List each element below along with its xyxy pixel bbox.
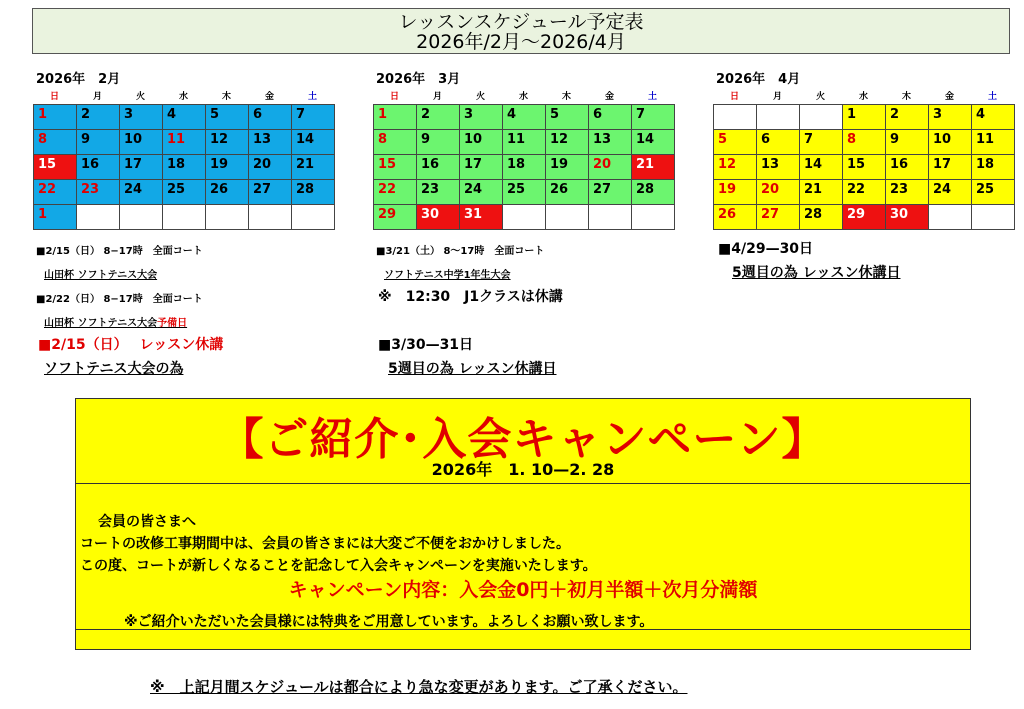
- calendar-title: 2026年 4月: [716, 72, 801, 87]
- calendar-february: [33, 70, 335, 230]
- weekday-label: 木: [561, 92, 571, 102]
- calendar-day: 24: [929, 180, 972, 205]
- calendar-day: [714, 105, 757, 130]
- calendar-day: 15: [374, 155, 417, 180]
- calendar-day: 28: [800, 205, 843, 230]
- calendar-week: [374, 130, 675, 155]
- calendar-day: 22: [374, 180, 417, 205]
- weekday-label: 火: [475, 92, 485, 102]
- calendar-day: 2: [77, 105, 120, 130]
- calendar-day: [800, 105, 843, 130]
- weekday-label: 月: [772, 92, 782, 102]
- apr-note-2: 5週目の為 レッスン休講日: [732, 265, 901, 281]
- calendar-day: 27: [589, 180, 632, 205]
- calendar-day: 23: [886, 180, 929, 205]
- calendar-day: 12: [206, 130, 249, 155]
- calendar-day: 11: [972, 130, 1015, 155]
- campaign-greeting: 会員の皆さまへ: [98, 514, 196, 530]
- calendar-day: 3: [460, 105, 503, 130]
- weekday-label: 日: [49, 92, 59, 102]
- calendar-day: 17: [929, 155, 972, 180]
- calendar-day: [929, 205, 972, 230]
- weekday-header: [33, 90, 335, 104]
- calendar-day: 21: [292, 155, 335, 180]
- campaign-divider-bottom: [76, 629, 970, 630]
- weekday-label: 金: [944, 92, 954, 102]
- weekday-label: 水: [178, 92, 188, 102]
- calendar-day: 2: [886, 105, 929, 130]
- calendar-day: 11: [163, 130, 206, 155]
- calendar-day: 7: [292, 105, 335, 130]
- calendar-day: 20: [589, 155, 632, 180]
- calendar-day: 24: [460, 180, 503, 205]
- calendar-day: 14: [292, 130, 335, 155]
- calendar-day: 8: [34, 130, 77, 155]
- calendar-day: 14: [800, 155, 843, 180]
- calendar-day: 3: [120, 105, 163, 130]
- calendar-week: [714, 205, 1015, 230]
- calendar-day: 20: [249, 155, 292, 180]
- calendar-day: 8: [374, 130, 417, 155]
- weekday-label: 土: [647, 92, 657, 102]
- calendar-day: 5: [546, 105, 589, 130]
- calendar-day: 19: [546, 155, 589, 180]
- weekday-label: 土: [307, 92, 317, 102]
- calendar-day: [120, 205, 163, 230]
- weekday-label: 月: [92, 92, 102, 102]
- calendar-day: 28: [632, 180, 675, 205]
- campaign-body-2: この度、コートが新しくなることを記念して入会キャンペーンを実施いたします。: [80, 558, 597, 574]
- calendar-day: 2: [417, 105, 460, 130]
- calendar-day: 16: [77, 155, 120, 180]
- campaign-divider-top: [76, 483, 970, 484]
- calendar-day: [206, 205, 249, 230]
- calendar-day: 8: [843, 130, 886, 155]
- calendar-day: 9: [886, 130, 929, 155]
- weekday-label: 土: [987, 92, 997, 102]
- calendar-day: 25: [503, 180, 546, 205]
- calendar-day: 29: [843, 205, 886, 230]
- calendar-day: 7: [800, 130, 843, 155]
- calendar-day: 18: [972, 155, 1015, 180]
- feb-note-4: [44, 314, 187, 329]
- mar-note-4: ■3/30—31日: [378, 337, 474, 353]
- calendar-day: 13: [589, 130, 632, 155]
- calendar-week: [374, 205, 675, 230]
- calendar-day: 13: [249, 130, 292, 155]
- calendar-title: 2026年 3月: [376, 72, 461, 87]
- calendar-day: 26: [206, 180, 249, 205]
- calendar-day: 10: [460, 130, 503, 155]
- calendar-day: [589, 205, 632, 230]
- calendar-day: 7: [632, 105, 675, 130]
- calendar-day: 20: [757, 180, 800, 205]
- weekday-label: 金: [604, 92, 614, 102]
- calendar-week: [714, 180, 1015, 205]
- calendar-day: [546, 205, 589, 230]
- calendar-day: 3: [929, 105, 972, 130]
- weekday-label: 火: [135, 92, 145, 102]
- calendar-day: 6: [249, 105, 292, 130]
- calendar-day: 22: [843, 180, 886, 205]
- calendar-day: 29: [374, 205, 417, 230]
- calendar-day: 4: [163, 105, 206, 130]
- weekday-label: 木: [901, 92, 911, 102]
- calendar-day: 12: [546, 130, 589, 155]
- calendar-day: 31: [460, 205, 503, 230]
- feb-note-3-text: ■2/22（日） 8−17時 全面コート: [36, 294, 203, 305]
- calendar-day: [292, 205, 335, 230]
- calendar-day: 21: [800, 180, 843, 205]
- calendar-day: 18: [503, 155, 546, 180]
- campaign-body-1: コートの改修工事期間中は、会員の皆さまには大変ご不便をおかけしました。: [80, 536, 570, 552]
- weekday-label: 火: [815, 92, 825, 102]
- feb-note-4-text: 山田杯 ソフトテニス大会: [44, 318, 158, 329]
- mar-note-5: 5週目の為 レッスン休講日: [388, 361, 557, 377]
- calendar-day: 4: [972, 105, 1015, 130]
- calendar-day: 23: [417, 180, 460, 205]
- calendar-day: 6: [589, 105, 632, 130]
- feb-note-2: 山田杯 ソフトテニス大会: [44, 270, 158, 281]
- calendar-day: 25: [972, 180, 1015, 205]
- calendar-grid: [713, 104, 1015, 230]
- calendar-day: 9: [417, 130, 460, 155]
- campaign-title: 【ご紹介･入会キャンペーン】: [219, 414, 827, 465]
- calendar-day: 27: [757, 205, 800, 230]
- calendar-week: [34, 155, 335, 180]
- calendar-week: [714, 105, 1015, 130]
- footer-disclaimer: ※ 上記月間スケジュールは都合により急な変更があります。ご了承ください。: [150, 678, 688, 696]
- calendar-day: [632, 205, 675, 230]
- calendar-day: 6: [757, 130, 800, 155]
- calendar-day: 10: [120, 130, 163, 155]
- weekday-label: 水: [518, 92, 528, 102]
- calendar-day: [249, 205, 292, 230]
- calendar-day: 17: [460, 155, 503, 180]
- calendar-day: 17: [120, 155, 163, 180]
- calendar-grid: [373, 104, 675, 230]
- calendar-week: [374, 155, 675, 180]
- calendar-day: 19: [206, 155, 249, 180]
- feb-note-6: ソフトテニス大会の為: [44, 361, 184, 377]
- schedule-header: [32, 8, 1010, 54]
- calendar-day: 9: [77, 130, 120, 155]
- mar-note-3: ※ 12:30 J1クラスは休講: [378, 289, 563, 305]
- calendar-day: 25: [163, 180, 206, 205]
- mar-note-2: ソフトテニス中学1年生大会: [384, 270, 511, 281]
- calendar-day: 26: [546, 180, 589, 205]
- calendar-day: [757, 105, 800, 130]
- calendar-day: 14: [632, 130, 675, 155]
- calendar-day: 30: [886, 205, 929, 230]
- schedule-title: レッスンスケジュール予定表: [398, 11, 644, 33]
- calendar-day: [503, 205, 546, 230]
- calendar-day: 1: [374, 105, 417, 130]
- weekday-label: 月: [432, 92, 442, 102]
- calendar-day: [163, 205, 206, 230]
- calendar-day: 15: [843, 155, 886, 180]
- feb-note-3: [36, 290, 203, 305]
- campaign-referral: ※ご紹介いただいた会員様には特典をご用意しています。よろしくお願い致します。: [124, 614, 654, 630]
- apr-note-1: ■4/29—30日: [718, 241, 814, 257]
- calendar-grid: [33, 104, 335, 230]
- weekday-header: [373, 90, 675, 104]
- calendar-week: [714, 130, 1015, 155]
- calendar-day: 22: [34, 180, 77, 205]
- calendar-day: 5: [206, 105, 249, 130]
- calendar-day: 28: [292, 180, 335, 205]
- calendar-day: 30: [417, 205, 460, 230]
- calendar-day: 24: [120, 180, 163, 205]
- calendar-day: 16: [886, 155, 929, 180]
- calendar-day: 10: [929, 130, 972, 155]
- feb-note-1: ■2/15（日） 8−17時 全面コート: [36, 246, 203, 257]
- calendar-day: 5: [714, 130, 757, 155]
- weekday-label: 木: [221, 92, 231, 102]
- weekday-header: [713, 90, 1015, 104]
- calendar-day: 4: [503, 105, 546, 130]
- calendar-day: 26: [714, 205, 757, 230]
- feb-note-4-reserve: 予備日: [157, 318, 188, 329]
- calendar-day: 18: [163, 155, 206, 180]
- calendar-title: 2026年 2月: [36, 72, 121, 87]
- campaign-period: 2026年 1. 10—2. 28: [431, 460, 615, 479]
- weekday-label: 日: [389, 92, 399, 102]
- calendar-week: [34, 130, 335, 155]
- calendar-march: [373, 70, 675, 230]
- calendar-day: 16: [417, 155, 460, 180]
- calendar-day: 19: [714, 180, 757, 205]
- calendar-day: 1: [34, 105, 77, 130]
- calendar-week: [34, 180, 335, 205]
- calendar-april: [713, 70, 1015, 230]
- calendar-day: [972, 205, 1015, 230]
- calendar-week: [34, 105, 335, 130]
- calendar-day: 11: [503, 130, 546, 155]
- calendar-day: 21: [632, 155, 675, 180]
- weekday-label: 金: [264, 92, 274, 102]
- calendar-week: [374, 105, 675, 130]
- calendar-day: 15: [34, 155, 77, 180]
- calendar-day: 23: [77, 180, 120, 205]
- calendar-week: [34, 205, 335, 230]
- campaign-box: [75, 398, 971, 650]
- calendar-week: [374, 180, 675, 205]
- weekday-label: 水: [858, 92, 868, 102]
- calendar-week: [714, 155, 1015, 180]
- mar-note-1: ■3/21（土） 8～17時 全面コート: [376, 246, 545, 257]
- calendar-day: 27: [249, 180, 292, 205]
- campaign-highlight: キャンペーン内容：入会金0円＋初月半額＋次月分満額: [288, 579, 758, 601]
- feb-note-5: ■2/15（日） レッスン休講: [38, 337, 224, 353]
- schedule-period: 2026年/2月～2026/4月: [416, 31, 626, 53]
- calendar-day: 12: [714, 155, 757, 180]
- calendar-day: [77, 205, 120, 230]
- calendar-day: 1: [34, 205, 77, 230]
- calendar-day: 1: [843, 105, 886, 130]
- weekday-label: 日: [729, 92, 739, 102]
- calendar-day: 13: [757, 155, 800, 180]
